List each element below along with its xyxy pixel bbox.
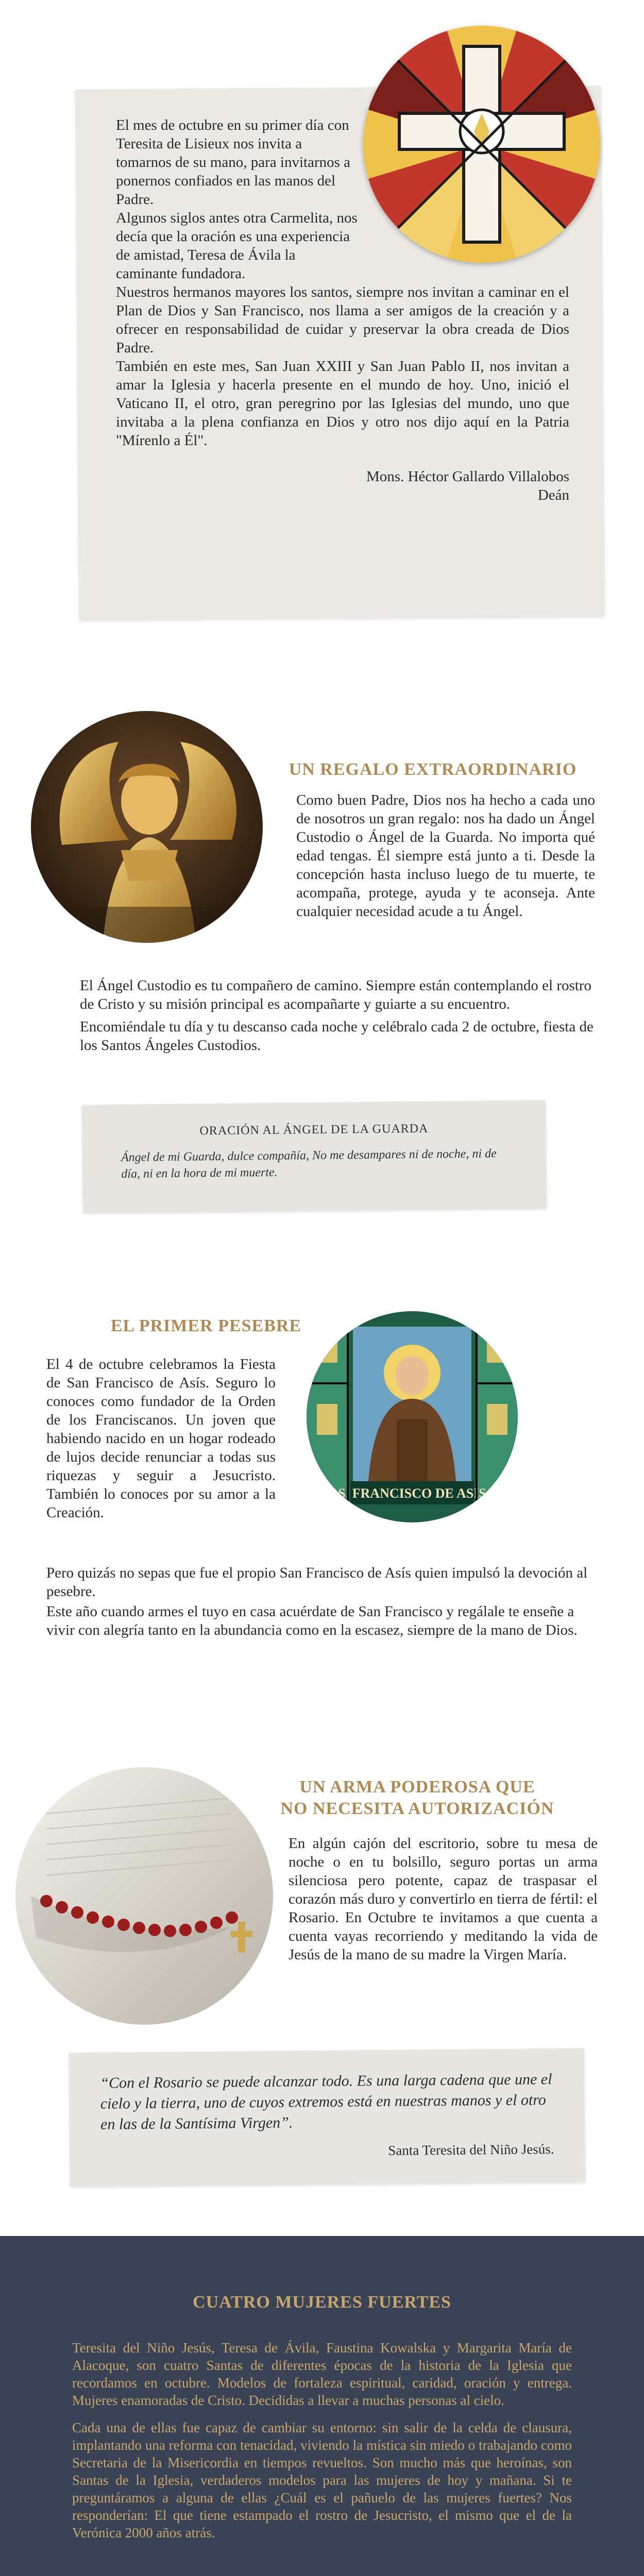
- pesebre-paragraph-2: Pero quizás no sepas que fue el propio San Francisco de Asís quien impulsó la devoción al pesebre.: [46, 1565, 588, 1600]
- angel-title: UN REGALO EXTRAORDINARIO: [289, 760, 577, 779]
- intro-text-block: [116, 116, 569, 504]
- intro-signature-role: Deán: [537, 487, 569, 503]
- mujeres-title: CUATRO MUJERES FUERTES: [193, 2293, 451, 2312]
- rosary-image: [15, 1767, 273, 2025]
- rosario-title-line-2: NO NECESITA AUTORIZACIÓN: [280, 1799, 554, 1818]
- intro-paragraph-1: El mes de octubre en su primer día con Teresita de Lisieux nos invita a tomarnos de su mano, para invitarnos a ponernos confiados en las manos del Padre.: [116, 117, 351, 208]
- angel-paragraph-1: Como buen Padre, Dios nos ha hecho a cada uno de nosotros un gran regalo: nos ha dado un Ángel Custodio o Ángel de la Guarda. No importa qué edad tengas. Él siempre está junto a ti. Desde la concepción hasta incluso luego de tu muerte, te acompaña, protege, ayuda y te aconseja. Ante cualquier necesidad acude a tu Ángel.: [296, 792, 595, 920]
- intro-section: [0, 0, 644, 634]
- rosario-paragraph: En algún cajón del escritorio, sobre tu mesa de noche o en tu bolsillo, seguro portas un arma silenciosa pero potente, capaz de traspasar el corazón más duro y convertirlo en tierra de fértil: el Rosario. En Octubre te invitamos a que cuenta a cuenta vayas recorriendo y meditando la vida de Jesús de la mano de su madre la Virgen María.: [289, 1835, 598, 1963]
- pesebre-title: EL PRIMER PESEBRE: [110, 1316, 302, 1335]
- rosario-title-line-1: UN ARMA PODEROSA QUE: [299, 1777, 535, 1797]
- angel-paragraph-2: El Ángel Custodio es tu compañero de camino. Siempre están contemplando el rostro de Cristo y su misión principal es acompañarte y guiarte a su encuentro.: [80, 977, 592, 1012]
- rosario-section: [0, 1741, 644, 2236]
- rosario-quote: “Con el Rosario se puede alcanzar todo. Es una larga cadena que une el cielo y la tierra, uno de cuyos extremos está en nuestras manos y el otro en las de la Santísima Virgen”.: [100, 2071, 552, 2133]
- rosario-quote-card: [69, 2048, 585, 2187]
- prayer-text: Ángel de mi Guarda, dulce compañía, No me desampares ni de noche, ni de día, ni en la hora de mi muerte.: [121, 1147, 497, 1181]
- san-francisco-window-image: [307, 1311, 518, 1522]
- angel-statue-image: [31, 711, 263, 943]
- angel-paragraph-3: Encomiéndale tu día y tu descanso cada noche y celébralo cada 2 de octubre, fiesta de los Santos Ángeles Custodios.: [80, 1019, 594, 1054]
- rosario-quote-author: Santa Teresita del Niño Jesús.: [388, 2141, 554, 2158]
- window-label-text: S. FRANCISCO DE ASIS: [338, 1486, 486, 1501]
- pesebre-paragraph-1: El 4 de octubre celebramos la Fiesta de San Francisco de Asís. Seguro lo conoces como fundador de la Orden de los Franciscanos. Un joven que habiendo nacido en un hogar rodeado de lujos decide renunciar a todas sus riquezas y seguir a Jesucristo. También lo conoces por su amor a la Creación.: [46, 1356, 276, 1521]
- mujeres-paragraph-2: Cada una de ellas fue capaz de cambiar su entorno: sin salir de la celda de clausura, implantando una reforma con tenacidad, viviendo la mística sin miedo o trabajando como Secretaria de la Misericordia en tiempos revueltos. Son mucho más que heroínas, son Santas de la Iglesia, verdaderos modelos para las mujeres de hoy y mañana. Si te preguntáramos a alguna de ellas ¿Cuál es el pañuelo de las mujeres fuertes? Nos responderían: El que tiene estampado el rostro de Jesucristo, el mismo que el de la Verónica 2000 años atrás.: [72, 2420, 572, 2540]
- intro-paragraph-4: También en este mes, San Juan XXIII y San Juan Pablo II, nos invitan a amar la Iglesia y hacerla presente en el mundo de hoy. Uno, inició el Vaticano II, el otro, gran peregrino por las Iglesias del mundo, uno que invitaba a la plena confianza en Dios y otro nos dijo aquí en la Patria "Mírenlo a Él".: [116, 358, 569, 449]
- pesebre-section: [0, 1298, 644, 1721]
- mujeres-section: [0, 2236, 644, 2576]
- intro-paragraph-3: Nuestros hermanos mayores los santos, siempre nos invitan a caminar en el Plan de Dios y San Francisco, nos llama a ser amigos de la creación y a ofrecer en responsabilidad de cuidar y preservar la obra creada de Dios Padre.: [116, 284, 569, 356]
- intro-paragraph-2: Algunos siglos antes otra Carmelita, nos decía que la oración es una experiencia de amistad, Teresa de Ávila la caminante fundadora.: [116, 210, 358, 282]
- prayer-title: ORACIÓN AL ÁNGEL DE LA GUARDA: [199, 1122, 429, 1138]
- pesebre-paragraph-3: Este año cuando armes el tuyo en casa acuérdate de San Francisco y regálale te enseñe a vivir con alegría tanto en la abundancia como en la escasez, siempre de la mano de Dios.: [46, 1603, 578, 1638]
- mujeres-paragraph-1: Teresita del Niño Jesús, Teresa de Ávila, Faustina Kowalska y Margarita María de Alacoque, son cuatro Santas de diferentes épocas de la historia de la Iglesia que recordamos en octubre. Modelos de fortaleza espiritual, caridad, oración y entrega. Mujeres enamoradas de Cristo. Decididas a llevar a muchas personas al cielo.: [72, 2340, 572, 2408]
- prayer-card: [82, 1100, 547, 1213]
- intro-signature-name: Mons. Héctor Gallardo Villalobos: [366, 468, 569, 485]
- angel-section: [0, 711, 644, 1267]
